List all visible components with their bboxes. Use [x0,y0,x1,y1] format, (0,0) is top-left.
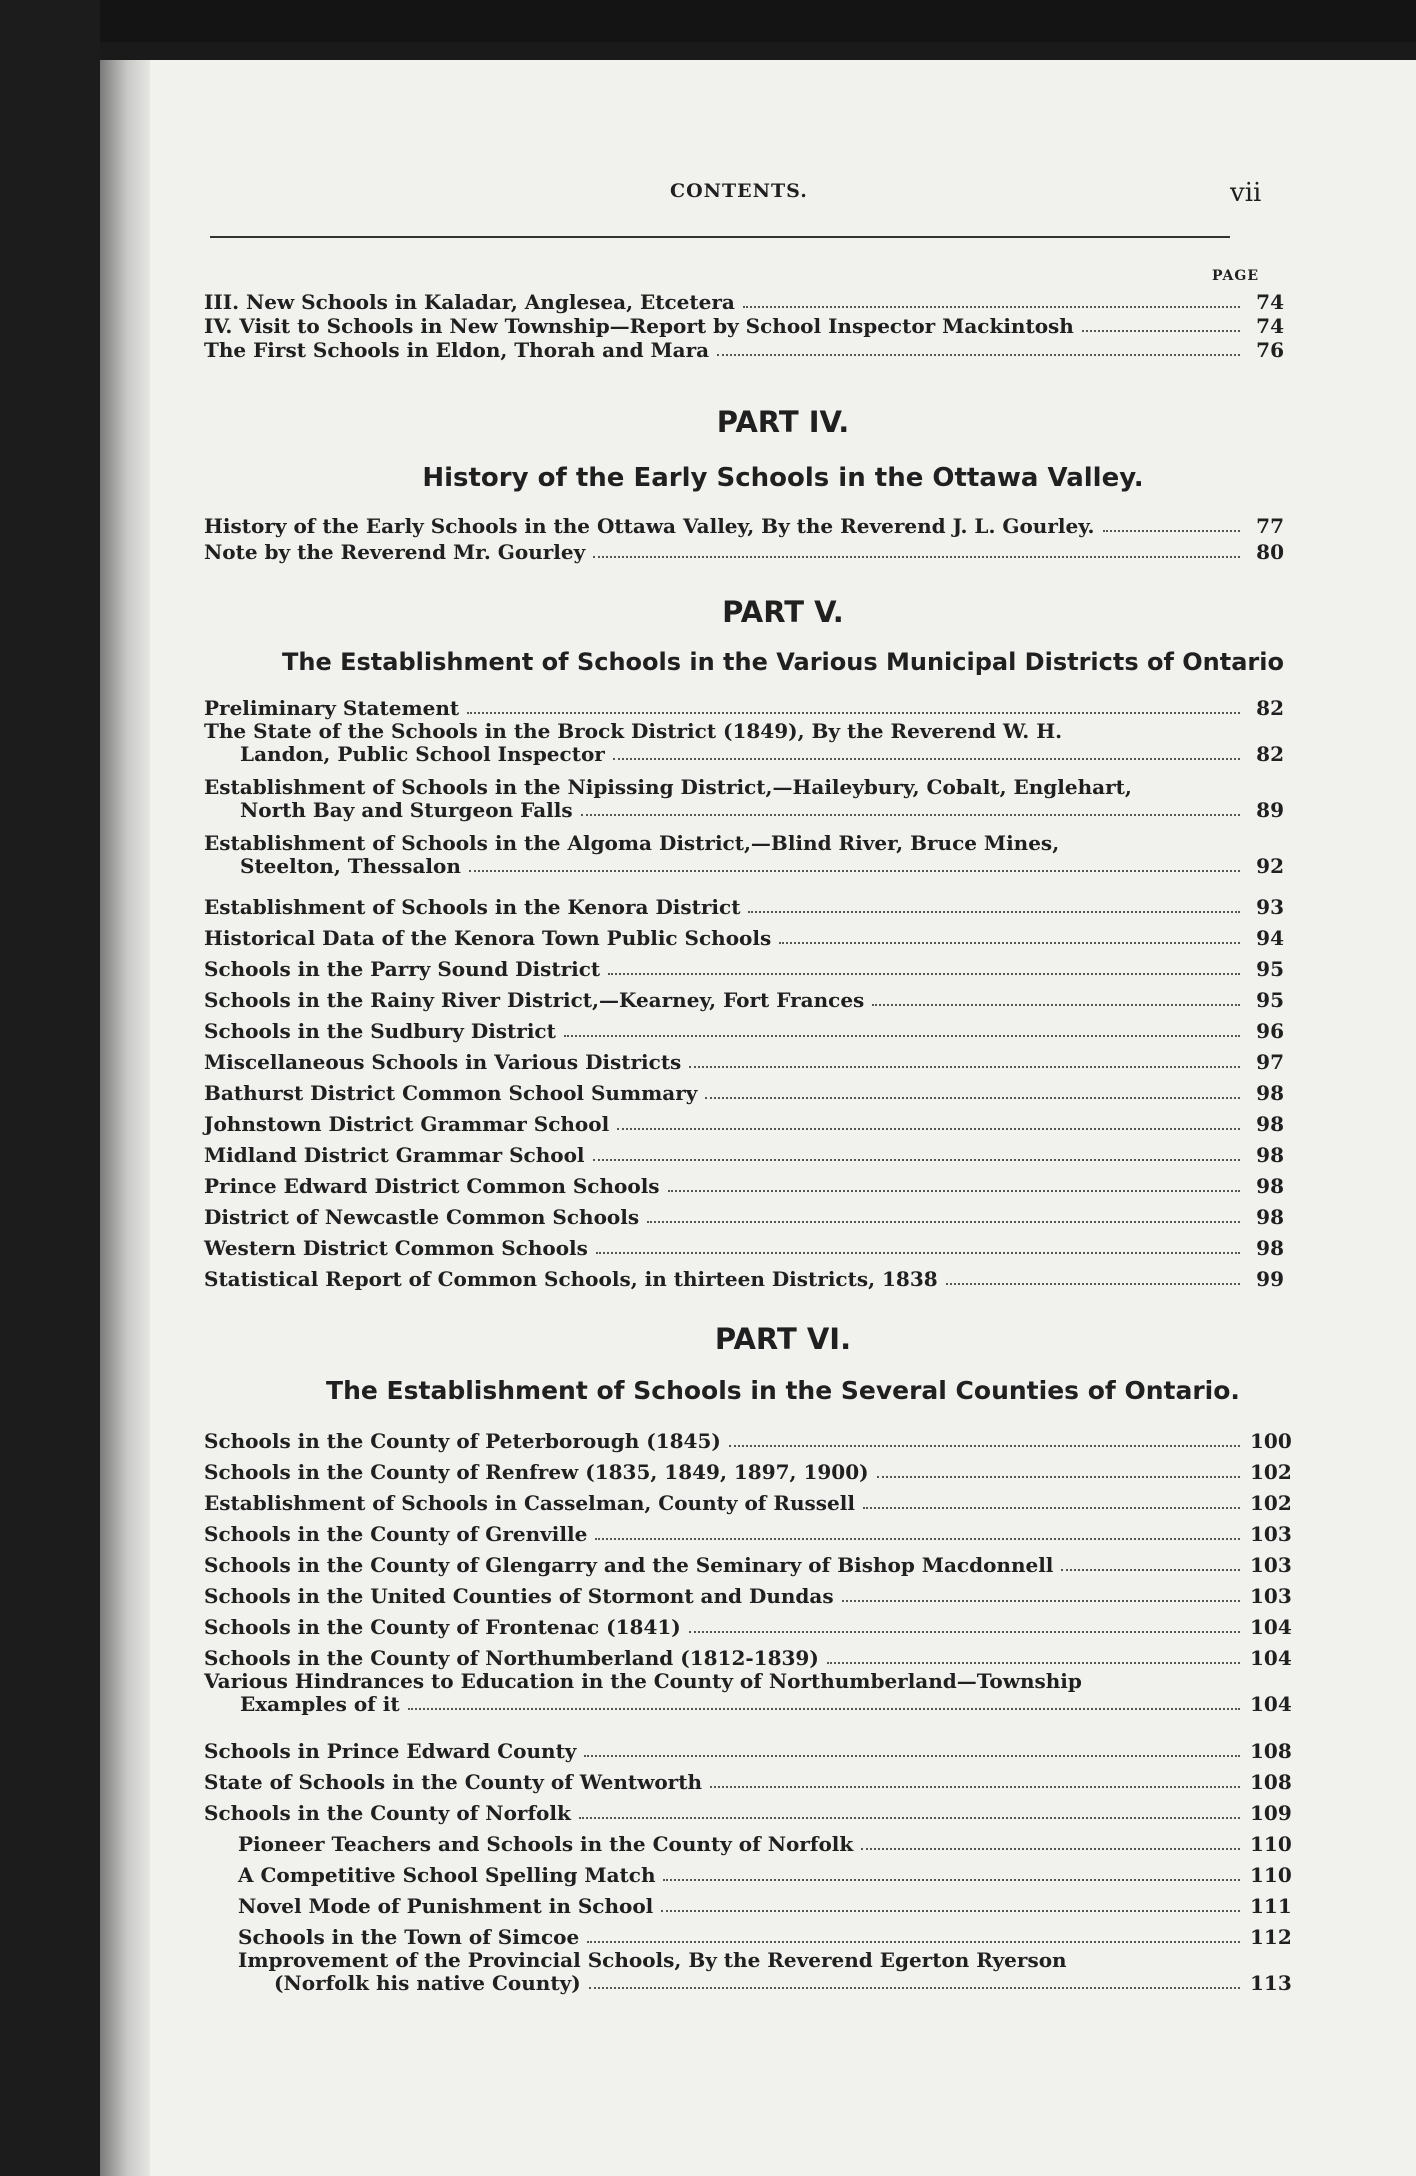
toc-entry[interactable]: Schools in the County of Norfolk 109 [204,1801,1292,1825]
toc-entry[interactable]: Schools in the County of Frontenac (1841) 104 [204,1615,1292,1639]
toc-entry[interactable]: Johnstown District Grammar School 98 [204,1112,1284,1136]
toc-entry[interactable]: Schools in the Rainy River District,—Kearney, Fort Frances 95 [204,988,1284,1012]
toc-entry[interactable]: Bathurst District Common School Summary 98 [204,1081,1284,1105]
toc-group-part3-end [204,290,1284,362]
toc-entry[interactable]: History of the Early Schools in the Ottawa Valley, By the Reverend J. L. Gourley. 77 [204,514,1284,538]
toc-entry[interactable]: Schools in the County of Glengarry and the Seminary of Bishop Macdonnell 103 [204,1553,1292,1577]
page-column-label: PAGE [1212,268,1259,284]
toc-entry[interactable]: Note by the Reverend Mr. Gourley 80 [204,540,1284,564]
toc-entry[interactable]: Schools in the County of Peterborough (1845) 100 [204,1429,1292,1453]
part-heading: PART IV. [716,405,850,439]
running-title: CONTENTS. [670,180,808,202]
toc-entry[interactable]: Improvement of the Provincial Schools, By the Reverend Egerton Ryerson (Norfolk his native County) 113 [238,1948,1292,1995]
toc-group-part4 [204,512,1284,564]
toc-entry[interactable]: Western District Common Schools 98 [204,1236,1284,1260]
toc-entry[interactable]: A Competitive School Spelling Match 110 [238,1863,1292,1887]
part-subheading: History of the Early Schools in the Ottawa Valley. [422,463,1144,493]
toc-entry[interactable]: Schools in the Parry Sound District 95 [204,957,1284,981]
toc-entry[interactable]: Schools in the County of Renfrew (1835, 1849, 1897, 1900) 102 [204,1460,1292,1484]
book-binding [100,60,150,2176]
part-subheading: The Establishment of Schools in the Several Counties of Ontario. [326,1376,1240,1405]
toc-entry[interactable]: Establishment of Schools in the Kenora District 93 [204,895,1284,919]
toc-entry[interactable]: Establishment of Schools in Casselman, County of Russell 102 [204,1491,1292,1515]
toc-entry[interactable]: Prince Edward District Common Schools 98 [204,1174,1284,1198]
scan-border-left [0,0,100,2176]
toc-entry[interactable]: Statistical Report of Common Schools, in thirteen Districts, 1838 99 [204,1267,1284,1291]
toc-entry[interactable]: Historical Data of the Kenora Town Public Schools 94 [204,926,1284,950]
toc-entry[interactable]: The State of the Schools in the Brock District (1849), By the Reverend W. H. Landon, Public School Inspector 82 [204,719,1284,766]
part-heading: PART VI. [714,1322,852,1356]
toc-entry[interactable]: The First Schools in Eldon, Thorah and Mara 76 [204,338,1284,362]
toc-entry[interactable]: Establishment of Schools in the Algoma District,—Blind River, Bruce Mines, Steelton, Thessalon 92 [204,831,1284,878]
header-rule [210,236,1230,238]
toc-entry[interactable]: Various Hindrances to Education in the County of Northumberland—Township Examples of it 104 [204,1669,1292,1716]
toc-entry[interactable]: Schools in the County of Northumberland (1812-1839) 104 [204,1646,1292,1670]
toc-entry[interactable]: Schools in the Town of Simcoe 112 [238,1925,1292,1949]
toc-entry[interactable]: Preliminary Statement 82 [204,696,1284,720]
toc-entry[interactable]: Pioneer Teachers and Schools in the County of Norfolk 110 [238,1832,1292,1856]
toc-entry[interactable]: Novel Mode of Punishment in School 111 [238,1894,1292,1918]
toc-entry[interactable]: Schools in the Sudbury District 96 [204,1019,1284,1043]
toc-entry[interactable]: Miscellaneous Schools in Various Districts 97 [204,1050,1284,1074]
toc-entry[interactable]: State of Schools in the County of Wentworth 108 [204,1770,1292,1794]
scan-border-top [0,0,1416,42]
toc-entry[interactable]: III. New Schools in Kaladar, Anglesea, Etcetera 74 [204,290,1284,314]
toc-entry[interactable]: Schools in Prince Edward County 108 [204,1739,1292,1763]
toc-entry[interactable]: IV. Visit to Schools in New Township—Report by School Inspector Mackintosh 74 [204,314,1284,338]
toc-entry[interactable]: Establishment of Schools in the Nipissing District,—Haileybury, Cobalt, Englehart, North Bay and Sturgeon Falls 89 [204,775,1284,822]
book-page [150,60,1416,2176]
page-number: vii [1230,178,1262,208]
toc-entry[interactable]: Schools in the County of Grenville 103 [204,1522,1292,1546]
toc-group-part5 [204,690,1284,1291]
part-subheading: The Establishment of Schools in the Various Municipal Districts of Ontario [282,648,1284,676]
toc-entry[interactable]: District of Newcastle Common Schools 98 [204,1205,1284,1229]
toc-entry[interactable]: Schools in the United Counties of Stormont and Dundas 103 [204,1584,1292,1608]
toc-entry[interactable]: Midland District Grammar School 98 [204,1143,1284,1167]
part-heading: PART V. [722,595,844,629]
toc-group-part6 [204,1422,1292,2009]
